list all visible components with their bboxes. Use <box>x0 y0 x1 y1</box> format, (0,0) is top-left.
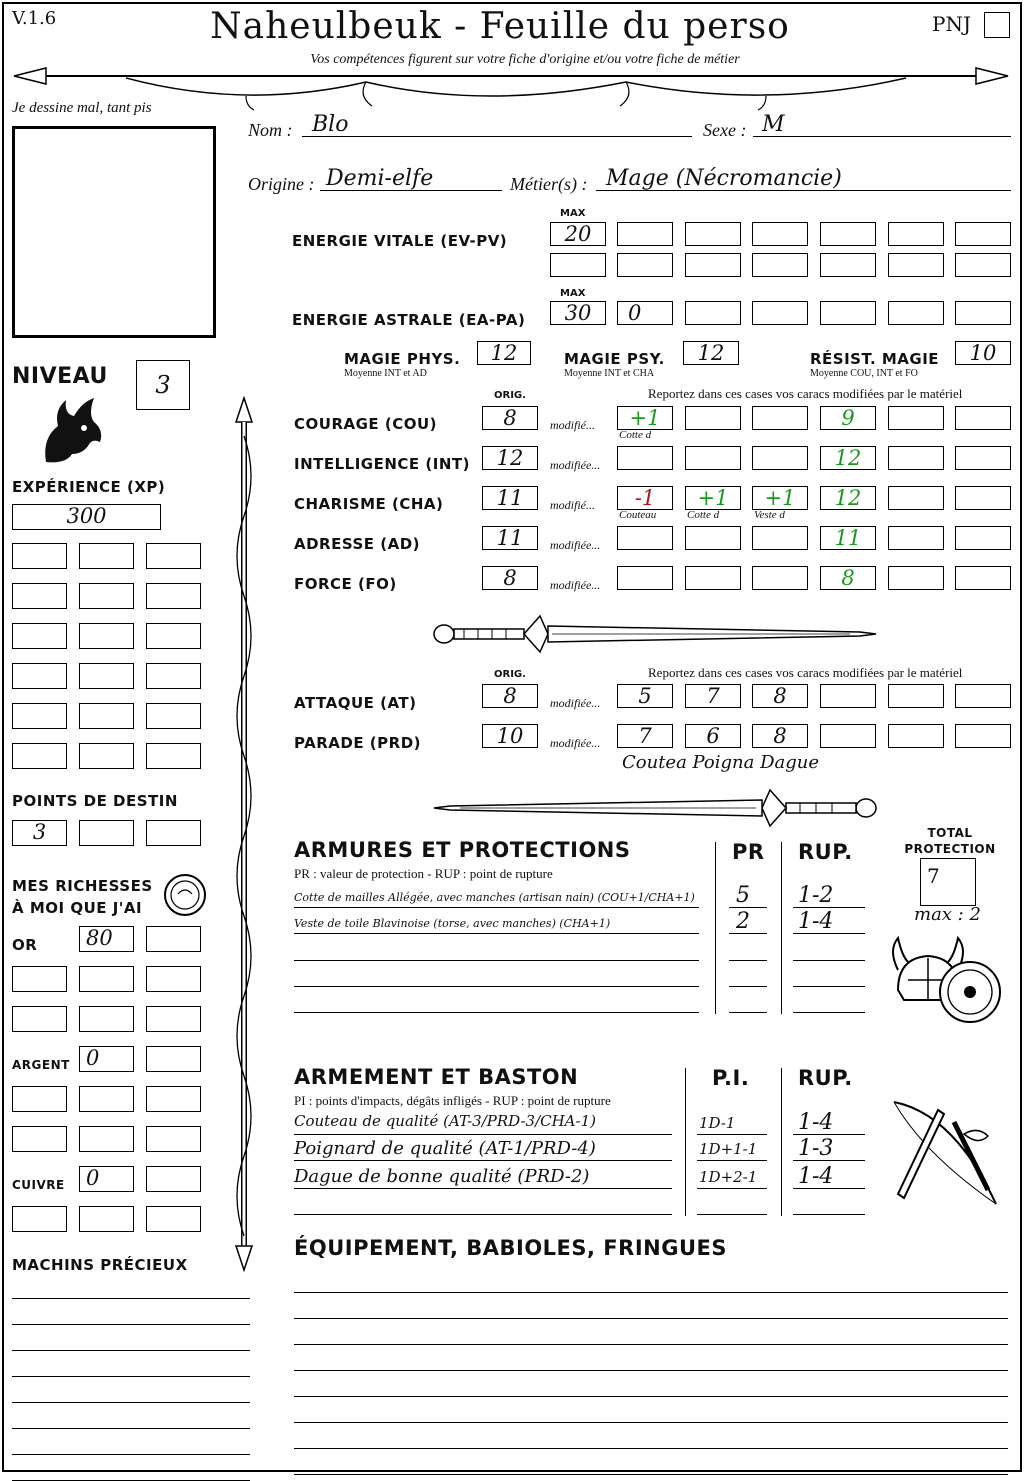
armure-rup-line[interactable] <box>793 960 865 961</box>
arme-line[interactable] <box>294 1214 672 1215</box>
money-box[interactable] <box>146 1166 201 1192</box>
weapons-note: Coutea Poigna Dague <box>622 752 820 773</box>
armure-line[interactable] <box>294 960 699 961</box>
carac-mod-box[interactable]: -1 <box>617 486 673 510</box>
money-box[interactable] <box>79 966 134 992</box>
cuivre-value[interactable]: 0 <box>79 1166 134 1192</box>
money-box[interactable] <box>146 1086 201 1112</box>
niveau-value[interactable]: 3 <box>136 360 190 410</box>
machins-line[interactable] <box>12 1428 250 1429</box>
destin-value[interactable]: 3 <box>12 820 67 846</box>
or-label: OR <box>12 936 38 954</box>
carac-modifie-label: modifiée... <box>550 538 601 552</box>
carac-mod-box[interactable]: 11 <box>820 526 876 550</box>
ev-box[interactable] <box>617 222 673 246</box>
at-orig-value[interactable]: 8 <box>482 684 538 708</box>
ev-box[interactable] <box>820 253 876 277</box>
destin-box[interactable] <box>146 820 201 846</box>
ev-box[interactable] <box>685 222 741 246</box>
ev-box[interactable] <box>752 222 808 246</box>
carac-label: ADRESSE (AD) <box>294 535 421 553</box>
carac-mod-box[interactable] <box>955 446 1011 470</box>
carac-mod-box[interactable] <box>685 446 741 470</box>
carac-mod-box[interactable] <box>685 526 741 550</box>
carac-orig-value[interactable]: 11 <box>482 486 538 510</box>
carac-label: FORCE (FO) <box>294 575 397 593</box>
ev-box[interactable] <box>617 253 673 277</box>
carac-mod-box[interactable]: 12 <box>820 446 876 470</box>
armure-rup[interactable]: 1-4 <box>798 909 834 934</box>
ev-box[interactable] <box>820 222 876 246</box>
armures-divider <box>781 842 782 1014</box>
carac-modifie-label: modifié... <box>550 418 595 432</box>
ev-max-label: MAX <box>560 208 586 219</box>
coin-icon <box>162 872 208 918</box>
prd-mod-box[interactable] <box>820 724 876 748</box>
arme-rup-line[interactable] <box>793 1214 865 1215</box>
xp-box[interactable] <box>79 743 134 769</box>
ea-current-value[interactable]: 0 <box>617 301 673 325</box>
xp-box[interactable] <box>12 623 67 649</box>
armures-divider <box>715 842 716 1014</box>
magie-psy-value[interactable]: 12 <box>683 341 739 365</box>
arme-pi-line[interactable] <box>697 1188 767 1189</box>
origine-value[interactable]: Demi-elfe <box>326 166 434 191</box>
destin-label: POINTS DE DESTIN <box>12 792 178 810</box>
armure-rup-line[interactable] <box>793 1012 865 1013</box>
ea-box[interactable] <box>955 301 1011 325</box>
prd-mod-box[interactable]: 7 <box>617 724 673 748</box>
xp-box[interactable] <box>12 583 67 609</box>
carac-label: INTELLIGENCE (INT) <box>294 455 470 473</box>
prd-mod-box[interactable]: 6 <box>685 724 741 748</box>
total-label-2: PROTECTION <box>904 842 996 856</box>
version-label: V.1.6 <box>12 8 57 29</box>
carac-label: COURAGE (COU) <box>294 415 438 433</box>
weapons-icon <box>884 1094 1006 1216</box>
armure-line[interactable] <box>294 907 699 908</box>
armure-rup-line[interactable] <box>793 986 865 987</box>
carac-mod-note: Couteau <box>619 509 657 521</box>
sexe-value[interactable]: M <box>762 112 785 137</box>
ev-label: ENERGIE VITALE (EV-PV) <box>292 232 508 250</box>
resist-magie-sub: Moyenne COU, INT et FO <box>810 368 918 379</box>
magie-phys-sub: Moyenne INT et AD <box>344 368 427 379</box>
carac-modifie-label: modifiée... <box>550 458 601 472</box>
carac-mod-note: Cotte d <box>619 429 652 441</box>
carac-mod-box[interactable] <box>955 406 1011 430</box>
at-mod-box[interactable] <box>888 684 944 708</box>
equipement-title: ÉQUIPEMENT, BABIOLES, FRINGUES <box>294 1236 727 1260</box>
carac-mod-box[interactable] <box>888 526 944 550</box>
arme-line[interactable] <box>294 1160 672 1161</box>
xp-box[interactable] <box>79 623 134 649</box>
destin-box[interactable] <box>79 820 134 846</box>
arme-rup[interactable]: 1-3 <box>798 1136 834 1161</box>
money-box[interactable] <box>79 1086 134 1112</box>
ea-box[interactable] <box>888 301 944 325</box>
at-mod-box[interactable]: 8 <box>752 684 808 708</box>
money-box[interactable] <box>12 1086 67 1112</box>
carac-mod-box[interactable]: 12 <box>820 486 876 510</box>
magie-psy-sub: Moyenne INT et CHA <box>564 368 655 379</box>
portrait-caption: Je dessine mal, tant pis <box>12 100 152 116</box>
origine-label: Origine : <box>248 174 315 194</box>
page-title: Naheulbeuk - Feuille du perso <box>210 6 790 47</box>
resist-magie-label: RÉSIST. MAGIE <box>810 350 940 368</box>
armure-pr[interactable]: 2 <box>736 909 750 934</box>
xp-box[interactable] <box>146 623 201 649</box>
xp-value[interactable]: 300 <box>12 504 161 530</box>
ea-box[interactable] <box>685 301 741 325</box>
money-box[interactable] <box>146 1006 201 1032</box>
dragon-icon <box>36 392 108 468</box>
armure-line[interactable] <box>294 986 699 987</box>
prd-mod-box[interactable] <box>955 724 1011 748</box>
ea-label: ENERGIE ASTRALE (EA-PA) <box>292 311 526 329</box>
machins-line[interactable] <box>12 1454 250 1455</box>
pnj-label: PNJ <box>932 12 971 36</box>
carac-mod-box[interactable] <box>617 446 673 470</box>
arme-rup[interactable]: 1-4 <box>798 1164 834 1189</box>
carac-orig-value[interactable]: 8 <box>482 566 538 590</box>
armement-divider <box>781 1068 782 1216</box>
page-subtitle: Vos compétences figurent sur votre fiche d'origine et/ou votre fiche de métier <box>310 52 740 67</box>
armure-line[interactable] <box>294 933 699 934</box>
at-mod-box[interactable] <box>820 684 876 708</box>
money-box[interactable] <box>146 926 201 952</box>
machins-line[interactable] <box>12 1298 250 1299</box>
metier-label: Métier(s) : <box>510 174 588 194</box>
equip-line[interactable] <box>294 1370 1008 1371</box>
spear-divider-icon <box>6 64 1016 114</box>
xp-box[interactable] <box>79 543 134 569</box>
money-box[interactable] <box>146 966 201 992</box>
portrait-box[interactable] <box>12 126 216 338</box>
at-modifie-label: modifiée... <box>550 696 601 710</box>
xp-box[interactable] <box>79 663 134 689</box>
prd-mod-box[interactable] <box>888 724 944 748</box>
carac-mod-box[interactable] <box>888 446 944 470</box>
niveau-label: NIVEAU <box>12 364 108 389</box>
resist-magie-value[interactable]: 10 <box>955 341 1011 365</box>
xp-label: EXPÉRIENCE (XP) <box>12 478 166 496</box>
armement-divider <box>685 1068 686 1216</box>
ev-box[interactable] <box>955 253 1011 277</box>
arme-pi-line[interactable] <box>697 1134 767 1135</box>
staff-icon <box>222 396 266 1272</box>
ev-box[interactable] <box>888 253 944 277</box>
magie-psy-label: MAGIE PSY. <box>564 350 665 368</box>
carac-mod-box[interactable] <box>752 566 808 590</box>
armure-pr-line[interactable] <box>729 986 767 987</box>
equip-line[interactable] <box>294 1318 1008 1319</box>
xp-box[interactable] <box>146 743 201 769</box>
xp-box[interactable] <box>79 703 134 729</box>
magie-phys-value[interactable]: 12 <box>477 341 531 365</box>
armure-rup[interactable]: 1-2 <box>798 883 834 908</box>
money-box[interactable] <box>79 1126 134 1152</box>
xp-box[interactable] <box>146 703 201 729</box>
armure-pr-line[interactable] <box>729 960 767 961</box>
ea-box[interactable] <box>820 301 876 325</box>
money-box[interactable] <box>12 1006 67 1032</box>
xp-box[interactable] <box>146 543 201 569</box>
total-protection-value: 7 <box>927 864 940 888</box>
xp-box[interactable] <box>12 543 67 569</box>
at-label: ATTAQUE (AT) <box>294 694 417 712</box>
total-protection-box[interactable] <box>920 858 976 906</box>
xp-box[interactable] <box>79 583 134 609</box>
armement-title: ARMEMENT ET BASTON <box>294 1065 579 1089</box>
metier-value[interactable]: Mage (Nécromancie) <box>606 166 842 191</box>
cuivre-label: CUIVRE <box>12 1178 65 1192</box>
xp-box[interactable] <box>12 703 67 729</box>
armure-line[interactable] <box>294 1012 699 1013</box>
money-box[interactable] <box>79 1206 134 1232</box>
total-max: max : 2 <box>914 904 981 925</box>
carac-mod-box[interactable] <box>888 406 944 430</box>
machins-line[interactable] <box>12 1376 250 1377</box>
arme-pi[interactable]: 1D+2-1 <box>699 1168 758 1186</box>
arme-name[interactable]: Dague de bonne qualité (PRD-2) <box>294 1166 590 1187</box>
or-value[interactable]: 80 <box>79 926 134 952</box>
equip-line[interactable] <box>294 1448 1008 1449</box>
carac-orig-value[interactable]: 11 <box>482 526 538 550</box>
carac-mod-box[interactable] <box>955 526 1011 550</box>
ea-max-value[interactable]: 30 <box>550 301 606 325</box>
ev-box[interactable] <box>955 222 1011 246</box>
carac-orig-value[interactable]: 12 <box>482 446 538 470</box>
armures-title: ARMURES ET PROTECTIONS <box>294 838 631 862</box>
ea-max-label: MAX <box>560 288 586 299</box>
money-box[interactable] <box>12 1126 67 1152</box>
magie-phys-label: MAGIE PHYS. <box>344 350 461 368</box>
total-label: TOTAL <box>927 826 973 840</box>
argent-value[interactable]: 0 <box>79 1046 134 1072</box>
nom-value[interactable]: Blo <box>312 112 349 137</box>
arme-pi-line[interactable] <box>697 1214 767 1215</box>
arme-pi[interactable]: 1D+1-1 <box>699 1140 758 1158</box>
richesses-label-2: À MOI QUE J'AI <box>12 899 143 917</box>
ev-max-value[interactable]: 20 <box>550 222 606 246</box>
armure-name[interactable]: Cotte de mailles Allégée, avec manches (artisan nain) (COU+1/CHA+1) <box>294 891 695 904</box>
pnj-checkbox[interactable] <box>984 12 1010 38</box>
xp-box[interactable] <box>12 663 67 689</box>
machins-line[interactable] <box>12 1324 250 1325</box>
carac-mod-box[interactable]: 9 <box>820 406 876 430</box>
helmet-shield-icon <box>888 930 1006 1030</box>
carac-mod-box[interactable]: 8 <box>820 566 876 590</box>
sword-icon <box>430 786 880 830</box>
money-box[interactable] <box>146 1206 201 1232</box>
carac-mod-box[interactable] <box>752 446 808 470</box>
arme-name[interactable]: Poignard de qualité (AT-1/PRD-4) <box>294 1138 596 1159</box>
at-mod-box[interactable]: 5 <box>617 684 673 708</box>
pr-label: PR <box>732 840 765 864</box>
carac-mod-box[interactable] <box>617 526 673 550</box>
armure-pr-line[interactable] <box>729 1012 767 1013</box>
ev-box[interactable] <box>550 253 606 277</box>
combat-report-note: Reportez dans ces cases vos caracs modifiées par le matériel <box>648 665 963 680</box>
money-box[interactable] <box>12 1206 67 1232</box>
prd-mod-box[interactable]: 8 <box>752 724 808 748</box>
carac-label: CHARISME (CHA) <box>294 495 444 513</box>
money-box[interactable] <box>79 1006 134 1032</box>
arme-rup[interactable]: 1-4 <box>798 1110 834 1135</box>
sword-icon <box>430 612 880 656</box>
carac-mod-box[interactable]: +1 <box>752 486 808 510</box>
armement-subtitle: PI : points d'impacts, dégâts infligés - RUP : point de rupture <box>294 1093 611 1108</box>
equip-line[interactable] <box>294 1292 1008 1293</box>
prd-modifie-label: modifiée... <box>550 736 601 750</box>
xp-box[interactable] <box>146 583 201 609</box>
carac-mod-note: Veste d <box>754 509 785 521</box>
arme-pi[interactable]: 1D-1 <box>699 1114 736 1132</box>
argent-label: ARGENT <box>12 1058 70 1072</box>
carac-mod-box[interactable] <box>752 406 808 430</box>
arme-pi-line[interactable] <box>697 1160 767 1161</box>
ea-box[interactable] <box>752 301 808 325</box>
carac-mod-box[interactable]: +1 <box>685 486 741 510</box>
money-box[interactable] <box>146 1126 201 1152</box>
carac-modifie-label: modifié... <box>550 498 595 512</box>
carac-mod-box[interactable] <box>888 566 944 590</box>
equip-line[interactable] <box>294 1474 1008 1475</box>
equip-line[interactable] <box>294 1344 1008 1345</box>
at-mod-box[interactable]: 7 <box>685 684 741 708</box>
sexe-label: Sexe : <box>703 120 747 140</box>
carac-mod-box[interactable] <box>955 566 1011 590</box>
carac-mod-box[interactable] <box>685 566 741 590</box>
armures-subtitle: PR : valeur de protection - RUP : point de rupture <box>294 866 553 881</box>
pi-label: P.I. <box>712 1066 750 1090</box>
carac-orig-value[interactable]: 8 <box>482 406 538 430</box>
carac-mod-box[interactable] <box>955 486 1011 510</box>
carac-mod-box[interactable] <box>752 526 808 550</box>
rup-label: RUP. <box>798 840 853 864</box>
prd-label: PARADE (PRD) <box>294 734 422 752</box>
xp-box[interactable] <box>12 743 67 769</box>
carac-report-note: Reportez dans ces cases vos caracs modifiées par le matériel <box>648 386 963 401</box>
nom-label: Nom : <box>248 120 293 140</box>
rup-label: RUP. <box>798 1066 853 1090</box>
carac-orig-label: ORIG. <box>494 390 526 401</box>
machins-line[interactable] <box>12 1350 250 1351</box>
ev-box[interactable] <box>888 222 944 246</box>
equip-line[interactable] <box>294 1396 1008 1397</box>
machins-line[interactable] <box>12 1402 250 1403</box>
arme-line[interactable] <box>294 1134 672 1135</box>
ev-box[interactable] <box>685 253 741 277</box>
equip-line[interactable] <box>294 1422 1008 1423</box>
money-box[interactable] <box>12 966 67 992</box>
carac-mod-note: Cotte d <box>687 509 720 521</box>
prd-orig-value[interactable]: 10 <box>482 724 538 748</box>
carac-mod-box[interactable] <box>685 406 741 430</box>
richesses-label: MES RICHESSES <box>12 877 153 895</box>
combat-orig-label: ORIG. <box>494 669 526 680</box>
ev-box[interactable] <box>752 253 808 277</box>
xp-box[interactable] <box>146 663 201 689</box>
arme-name[interactable]: Couteau de qualité (AT-3/PRD-3/CHA-1) <box>294 1112 596 1130</box>
carac-mod-box[interactable]: +1 <box>617 406 673 430</box>
at-mod-box[interactable] <box>955 684 1011 708</box>
carac-modifie-label: modifiée... <box>550 578 601 592</box>
machins-label: MACHINS PRÉCIEUX <box>12 1256 188 1274</box>
carac-mod-box[interactable] <box>617 566 673 590</box>
money-box[interactable] <box>146 1046 201 1072</box>
carac-mod-box[interactable] <box>888 486 944 510</box>
arme-line[interactable] <box>294 1188 672 1189</box>
armure-name[interactable]: Veste de toile Blavinoise (torse, avec manches) (CHA+1) <box>294 917 611 930</box>
armure-pr[interactable]: 5 <box>736 883 750 908</box>
